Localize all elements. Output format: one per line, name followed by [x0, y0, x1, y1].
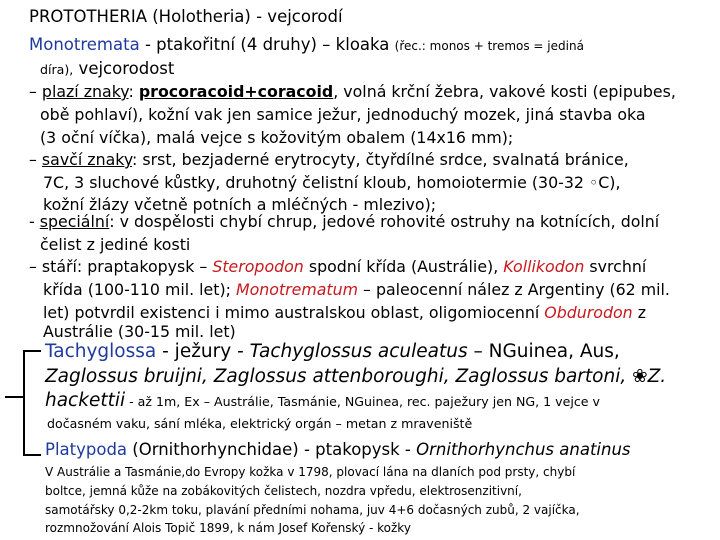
age-text: spodní křída (Austrálie), — [303, 257, 504, 276]
platypoda-line-5: rozmnožování Alois Topič 1899, k nám Josef Kořenský - kožky — [45, 521, 411, 535]
obdurodon-name: Obdurodon — [544, 303, 633, 322]
special-traits-line-1 — [29, 214, 659, 230]
age-text: let) potvrdil existenci i mimo australskou oblast, oligomiocenní — [43, 303, 545, 322]
age-text: křída (100-110 mil. let); — [43, 280, 236, 299]
ornithorhynchus-species: Ornithorhynchus anatinus — [416, 440, 631, 459]
reptile-traits-line-3: (3 oční víčka), malá vejce s kožovitým obalem (14x16 mm); — [40, 128, 514, 147]
tachyglossa-line-2 — [45, 368, 666, 387]
bullet-dash: - — [29, 212, 40, 231]
order-etymology: (řec.: monos + tremos = jediná — [394, 39, 584, 53]
age-line-4: Austrálie (30-15 mil. let) — [43, 322, 236, 341]
colon: : — [128, 82, 139, 101]
mammal-traits-rest: : srst, bezjaderné erytrocyty, čtyřdílné srdce, svalnatá bránice, — [132, 150, 629, 169]
age-text: – stáří: praptakopysk – — [29, 257, 213, 276]
tachyglossa-line-1 — [45, 343, 620, 362]
age-text: svrchní — [584, 257, 647, 276]
platypoda-name: Platypoda — [45, 440, 128, 459]
platypoda-line-3: boltce, jemná kůže na zobákovitých čelistech, nozdra vpředu, elektrosenzitivní, — [45, 484, 522, 498]
reptile-traits-line-2: obě pohlaví), kožní vak jen samice ježur, jednoduchý mozek, jiná stavba oka — [40, 105, 646, 124]
mammal-traits-line-1 — [29, 152, 629, 168]
order-desc: - ptakořitní (4 druhy) – kloaka — [139, 35, 395, 54]
tachyglossa-line-4: dočasném vaku, sání mléka, elektrický orgán – metan z mraveniště — [47, 416, 473, 431]
reptile-traits-rest: , volná krční žebra, vakové kosti (epipubes, — [333, 82, 676, 101]
zaglossus-hackettii: hackettii — [45, 390, 126, 411]
bracket-stem — [5, 396, 24, 398]
bullet-dash: – — [29, 82, 42, 101]
steropodon-name: Steropodon — [212, 257, 304, 276]
mammal-traits-line-2: 7C, 3 sluchové kůstky, druhotný čelistní kloub, homoiotermie (30-32 ◦C), — [43, 173, 621, 192]
mammal-traits-line-3: kožní žlázy včetně potních a mléčných - mlezivo); — [43, 195, 437, 214]
monotrematum-name: Monotrematum — [235, 280, 359, 299]
zaglossus-species: Zaglossus bruijni, Zaglossus attenboroughi, Zaglossus bartoni, — [45, 366, 633, 387]
platypoda-desc: (Ornithorhynchidae) - ptakopysk - — [127, 440, 417, 459]
tachyglossa-notes: - až 1m, Ex – Austrálie, Tasmánie, NGuinea, rec. paježury jen NG, 1 vejce v — [125, 394, 600, 409]
tachyglossa-line-3 — [45, 392, 600, 411]
special-traits-rest: : v dospělosti chybí chrup, jedové rohovité ostruhy na kotnících, dolní — [109, 212, 660, 231]
title-text: PROTOTHERIA (Holotheria) - vejcorodí — [29, 7, 343, 26]
tachyglossa-desc: - ježury - — [156, 341, 250, 362]
bracket-vertical — [23, 350, 25, 456]
order-name: Monotremata — [29, 35, 140, 54]
flower-icon: ❀ — [632, 366, 648, 387]
age-line-3 — [43, 305, 646, 321]
special-traits-label: speciální — [39, 212, 110, 231]
order-line-2 — [40, 61, 174, 78]
age-text: – paleocenní nález z Argentiny (62 mil. — [358, 280, 670, 299]
tachyglossa-name: Tachyglossa — [45, 341, 157, 362]
age-text: z — [632, 303, 646, 322]
platypoda-line-2: V Austrálie a Tasmánie,do Evropy kožka v 1798, plovací lána na dlaních pod prsty, chybí — [45, 465, 576, 479]
tachyglossus-species: Tachyglossus aculeatus — [249, 341, 468, 362]
platypoda-line-4: samotářsky 0,2-2km toku, plavání předními nohama, juv 4+6 dočasných zubů, 2 vajíčka, — [45, 503, 580, 517]
reptile-traits-line-1 — [29, 84, 676, 100]
order-extra: vejcorodost — [73, 59, 175, 78]
tachyglossa-range: – NGuinea, Aus, — [467, 341, 620, 362]
bracket-arm-top — [23, 350, 41, 352]
age-line-1 — [29, 259, 646, 275]
procoracoid-term: procoracoid+coracoid — [138, 82, 334, 101]
reptile-traits-label: plazí znaky — [41, 82, 129, 101]
bracket-arm-bottom — [23, 454, 41, 456]
order-etymology-end: díra), — [40, 62, 74, 77]
age-line-2 — [43, 282, 670, 298]
zaglossus-abbrev: Z. — [647, 366, 667, 387]
platypoda-line-1 — [45, 442, 631, 459]
special-traits-line-2: čelist z jediné kosti — [40, 235, 191, 254]
kollikodon-name: Kollikodon — [503, 257, 585, 276]
page-title — [29, 9, 343, 26]
bullet-dash: – — [29, 150, 42, 169]
mammal-traits-label: savčí znaky — [41, 150, 133, 169]
order-line — [29, 37, 584, 54]
